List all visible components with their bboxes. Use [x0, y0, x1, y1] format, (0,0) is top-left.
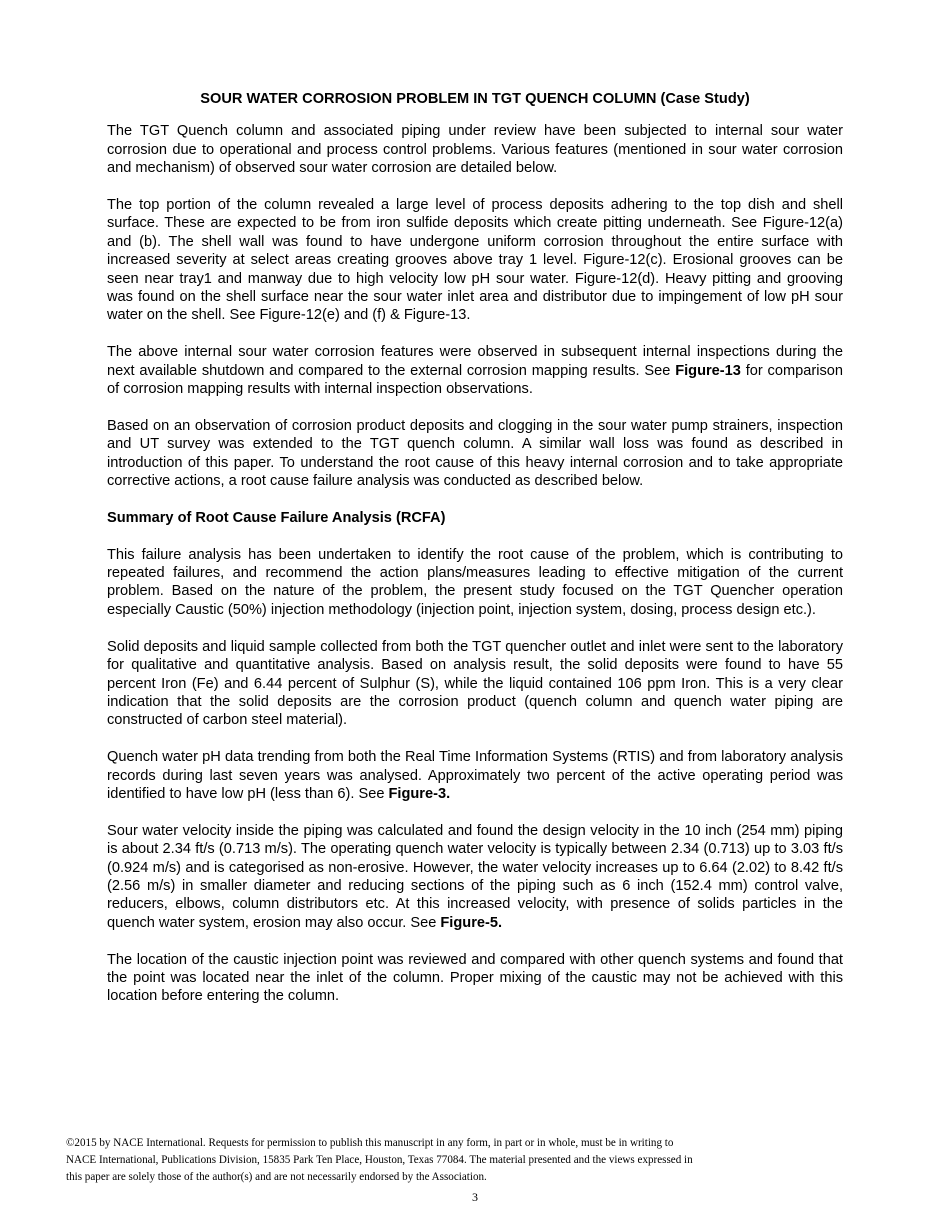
figure-reference: Figure-13 — [675, 362, 741, 379]
figure-reference: Figure-3. — [388, 785, 451, 802]
footer-line: ©2015 by NACE International. Requests for permission to publish this manuscript in any form, in part or in whole, must be in writing to — [66, 1137, 674, 1149]
paragraph-solid-deposits: Solid deposits and liquid sample collected from both the TGT quencher outlet and inlet were sent to the laboratory for qualitative and quantitative analysis. Based on analysis result, the solid deposits were found to have 55 percent Iron (Fe) and 6.44 percent of Sulphur (S), while the liquid contained 106 ppm Iron. This is a very clear indication that the solid deposits are the corrosion product (quench column and quench water piping are constructed of carbon steel material). — [107, 638, 843, 729]
text-run: Quench water pH data trending from both the Real Time Information Systems (RTIS) and from laboratory analysis records during last seven years was analysed. Approximately two percent of the active operating period was identified to have low pH (less than 6). See — [107, 749, 843, 802]
figure-reference: Figure-5. — [440, 914, 503, 931]
paragraph-injection-point: The location of the caustic injection point was reviewed and compared with other quench systems and found that the point was located near the inlet of the column. Proper mixing of the caustic may not be achieved with this location before entering the column. — [107, 951, 843, 1005]
section-heading-rcfa: Summary of Root Cause Failure Analysis (RCFA) — [107, 509, 446, 526]
footer-line: this paper are solely those of the author(s) and are not necessarily endorsed by the Association. — [66, 1171, 487, 1184]
copyright-footer — [66, 1135, 786, 1187]
paragraph-inspection-comparison — [107, 343, 843, 398]
paragraph-ut-survey: Based on an observation of corrosion product deposits and clogging in the sour water pump strainers, inspection and UT survey was extended to the TGT quench column. A similar wall loss was found as described in introduction of this paper. To understand the root cause of this heavy internal corrosion and to take appropriate corrective actions, a root cause failure analysis was conducted as described below. — [107, 417, 843, 490]
paragraph-top-portion: The top portion of the column revealed a large level of process deposits adhering to the top dish and shell surface. These are expected to be from iron sulfide deposits which create pitting underneath. See Figure-12(a) and (b). The shell wall was found to have undergone uniform corrosion throughout the entire surface with increased severity at select areas creating grooves above tray 1 level. Figure-12(c). Erosional grooves can be seen near tray1 and manway due to high velocity low pH sour water. Figure-12(d). Heavy pitting and grooving was found on the shell surface near the sour water inlet area and distributor due to impingement of low pH sour water on the shell. See Figure-12(e) and (f) & Figure-13. — [107, 197, 843, 324]
main-content — [107, 90, 843, 1024]
page-number: 3 — [472, 1190, 478, 1204]
text-run: for comparison of corrosion mapping results with internal inspection observations. — [107, 362, 843, 398]
page-title: SOUR WATER CORROSION PROBLEM IN TGT QUENCH COLUMN (Case Study) — [200, 91, 750, 107]
footer-line: NACE International, Publications Division, 15835 Park Ten Place, Houston, Texas 77084. The material presented and the views expressed in — [66, 1154, 693, 1167]
paragraph-intro: The TGT Quench column and associated piping under review have been subjected to internal sour water corrosion due to operational and process control problems. Various features (mentioned in sour water corrosion and mechanism) of observed sour water corrosion are detailed below. — [107, 123, 843, 177]
text-run: Sour water velocity inside the piping was calculated and found the design velocity in the 10 inch (254 mm) piping is about 2.34 ft/s (0.713 m/s). The operating quench water velocity is typically between 2.34 (0.713) up to 3.03 ft/s (0.924 m/s) and is categorised as non-erosive. However, the water velocity increases up to 6.64 (2.02) to 8.42 ft/s (2.56 m/s) in smaller diameter and reducing sections of the piping such as 6 inch (152.4 mm) control valve, reducers, elbows, column distributors etc. At this increased velocity, with presence of solids particles in the quench water system, erosion may also occur. See — [107, 822, 843, 931]
paragraph-failure-analysis: This failure analysis has been undertaken to identify the root cause of the problem, which is contributing to repeated failures, and recommend the action plans/measures leading to effective mitigation of the current problem. Based on the nature of the problem, the present study focused on the TGT Quencher operation especially Caustic (50%) injection methodology (injection point, injection system, dosing, process design etc.). — [107, 546, 843, 618]
paragraph-velocity — [107, 822, 843, 932]
paragraph-ph-trending — [107, 748, 843, 803]
text-run: The above internal sour water corrosion features were observed in subsequent internal inspections during the next available shutdown and compared to the external corrosion mapping results. See — [107, 344, 843, 379]
